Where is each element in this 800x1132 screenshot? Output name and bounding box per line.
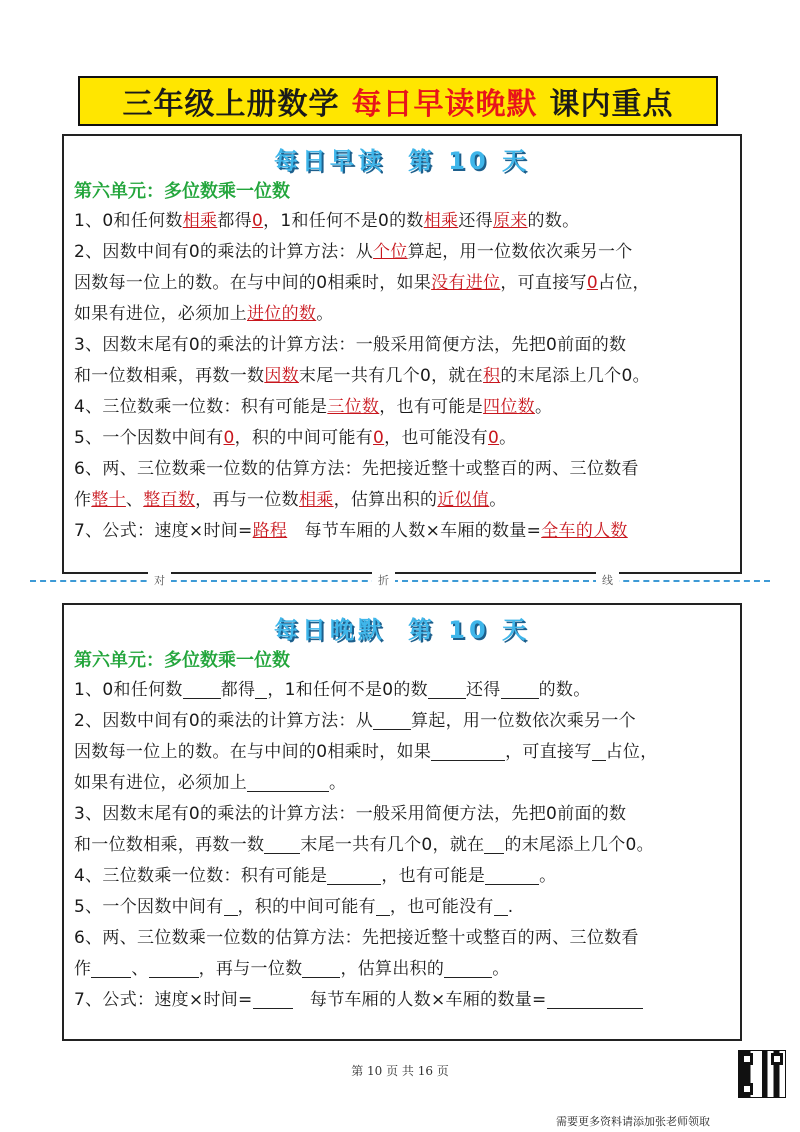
evening-unit-heading: 第六单元：多位数乘一位数 (74, 650, 290, 671)
text: ，也有可能是 (379, 397, 484, 417)
text: ，可直接写 (505, 742, 592, 762)
text: 因数每一位上的数。在与中间的0相乘时，如果 (74, 273, 432, 293)
answer: 近似值 (437, 490, 490, 510)
text: ，也可能没有 (384, 428, 488, 448)
qr-finder (741, 1083, 753, 1095)
answer: 三位数 (327, 397, 380, 417)
evening-day: 第 10 天 (407, 616, 531, 644)
text: 占位， (605, 742, 658, 762)
evening-title (72, 613, 732, 647)
answer: 0 (487, 428, 500, 448)
evening-line-11 (74, 985, 732, 1016)
answer: 相乘 (423, 211, 459, 231)
morning-line-10 (74, 485, 732, 516)
morning-line-8 (74, 423, 732, 454)
blank-line[interactable] (494, 895, 508, 916)
evening-line-6 (74, 830, 732, 861)
answer: 0 (586, 273, 598, 293)
answer: 因数 (264, 366, 299, 386)
text: 作 (74, 490, 92, 510)
evening-title-text: 每日晚默 (273, 616, 386, 644)
text: 。 (329, 773, 347, 793)
blank-line[interactable] (183, 678, 221, 699)
evening-recitation-panel (62, 603, 742, 1041)
morning-title-text: 每日早读 (273, 147, 386, 175)
text: ，再与一位数 (195, 490, 299, 510)
answer: 相乘 (298, 490, 334, 510)
answer: 0 (373, 428, 385, 448)
answer: 0 (251, 211, 264, 231)
morning-line-5: 3、因数末尾有0的乘法的计算方法：一般采用简便方法，先把0前面的数 (74, 335, 627, 355)
fold-label-3: 线 (596, 572, 619, 588)
morning-line-9: 6、两、三位数乘一位数的估算方法：先把接近整十或整百的两、三位数看 (74, 459, 639, 479)
text: 还得 (458, 211, 493, 231)
text: 和一位数相乘，再数一数 (74, 835, 265, 855)
page-number: 第 10 页 共 16 页 (351, 1064, 449, 1078)
fold-line (30, 574, 770, 596)
qr-finder (741, 1053, 753, 1065)
text: ，积的中间可能有 (237, 897, 376, 917)
evening-line-4 (74, 768, 732, 799)
blank-line[interactable] (428, 678, 466, 699)
morning-line-6 (74, 361, 732, 392)
blank-line[interactable] (485, 864, 539, 885)
text: 7、公式：速度×时间= (74, 521, 253, 541)
text: 如果有进位，必须加上 (74, 304, 247, 324)
text: 。 (492, 959, 510, 979)
blank-line[interactable] (444, 957, 492, 978)
evening-line-9: 6、两、三位数乘一位数的估算方法：先把接近整十或整百的两、三位数看 (74, 928, 639, 948)
morning-day: 第 10 天 (407, 147, 531, 175)
blank-line[interactable] (592, 740, 606, 761)
answer: 原来 (492, 211, 528, 231)
text: ，1和任何不是0的数 (267, 680, 428, 700)
text: 每节车厢的人数×车厢的数量= (287, 521, 542, 541)
text: ，再与一位数 (198, 959, 303, 979)
morning-line-1 (74, 206, 732, 237)
blank-line[interactable] (547, 988, 643, 1009)
text: . (507, 897, 514, 917)
answer: 相乘 (182, 211, 218, 231)
text: 的末尾添上几个0。 (504, 835, 654, 855)
text: 。 (489, 490, 507, 510)
text: 和一位数相乘，再数一数 (74, 366, 265, 386)
text: 末尾一共有几个0，就在 (298, 366, 484, 386)
text: ，1和任何不是0的数 (263, 211, 424, 231)
blank-line[interactable] (253, 988, 293, 1009)
text: ，可直接写 (500, 273, 587, 293)
blank-line[interactable] (373, 709, 411, 730)
answer: 没有进位 (431, 273, 501, 293)
evening-line-7 (74, 861, 732, 892)
blank-line[interactable] (224, 895, 238, 916)
text: ，也有可能是 (381, 866, 486, 886)
text: 占位， (597, 273, 650, 293)
text: 都得 (220, 680, 256, 700)
header-middle: 每日早读晚默 (351, 87, 538, 122)
text: 的数。 (527, 211, 580, 231)
header-left: 三年级上册数学 (122, 87, 340, 122)
morning-line-4 (74, 299, 732, 330)
contact-note: 需要更多资料请添加张老师领取 (556, 1115, 710, 1128)
blank-line[interactable] (264, 833, 300, 854)
blank-line[interactable] (255, 678, 267, 699)
header-banner (78, 76, 718, 126)
text: 5、一个因数中间有 (74, 428, 224, 448)
text: 2、因数中间有0的乘法的计算方法：从 (74, 711, 374, 731)
text: 还得 (465, 680, 501, 700)
morning-line-3 (74, 268, 732, 299)
text: 2、因数中间有0的乘法的计算方法：从 (74, 242, 374, 262)
morning-unit-heading: 第六单元：多位数乘一位数 (74, 181, 290, 202)
text: 如果有进位，必须加上 (74, 773, 247, 793)
blank-line[interactable] (149, 957, 199, 978)
header-right: 课内重点 (549, 87, 674, 122)
blank-line[interactable] (501, 678, 539, 699)
text: 、 (131, 959, 149, 979)
answer: 进位的数 (247, 304, 317, 324)
blank-line[interactable] (302, 957, 340, 978)
blank-line[interactable] (431, 740, 505, 761)
answer: 0 (223, 428, 235, 448)
text: 算起，用一位数依次乘另一个 (411, 711, 636, 731)
evening-line-8 (74, 892, 732, 923)
text: 1、0和任何数 (74, 680, 183, 700)
text: 因数每一位上的数。在与中间的0相乘时，如果 (74, 742, 432, 762)
answer: 四位数 (483, 397, 535, 417)
text: ，估算出积的 (340, 959, 445, 979)
morning-line-7 (74, 392, 732, 423)
text: 。 (316, 304, 334, 324)
fold-label-1: 对 (148, 572, 171, 588)
evening-line-10 (74, 954, 732, 985)
morning-reading-panel (62, 134, 742, 574)
fold-label-2: 折 (372, 572, 395, 588)
text: 每节车厢的人数×车厢的数量= (292, 990, 547, 1010)
text: 。 (539, 866, 557, 886)
text: 都得 (217, 211, 252, 231)
evening-line-5: 3、因数末尾有0的乘法的计算方法：一般采用简便方法，先把0前面的数 (74, 804, 627, 824)
morning-line-2 (74, 237, 732, 268)
morning-title (72, 144, 732, 178)
answer: 个位 (373, 242, 408, 262)
text: 7、公式：速度×时间= (74, 990, 253, 1010)
text: 、 (125, 490, 144, 510)
morning-line-11 (74, 516, 732, 547)
blank-line[interactable] (376, 895, 390, 916)
blank-line[interactable] (484, 833, 504, 854)
answer: 整百数 (143, 490, 196, 510)
answer: 积 (483, 366, 501, 386)
text: 作 (74, 959, 92, 979)
text: ，积的中间可能有 (234, 428, 374, 448)
text: ，估算出积的 (333, 490, 438, 510)
text: 的末尾添上几个0。 (500, 366, 650, 386)
text: 4、三位数乘一位数：积有可能是 (74, 866, 328, 886)
blank-line[interactable] (327, 864, 381, 885)
text: 的数。 (538, 680, 591, 700)
evening-line-2 (74, 706, 732, 737)
text: 5、一个因数中间有 (74, 897, 224, 917)
text: 4、三位数乘一位数：积有可能是 (74, 397, 328, 417)
text: 1、0和任何数 (74, 211, 183, 231)
text: 末尾一共有几个0，就在 (300, 835, 485, 855)
qr-finder (771, 1053, 783, 1065)
blank-line[interactable] (247, 771, 329, 792)
evening-line-3 (74, 737, 732, 768)
answer: 整十 (91, 490, 126, 510)
text: ，也可能没有 (389, 897, 494, 917)
answer: 全车的人数 (541, 521, 628, 541)
text: 算起，用一位数依次乘另一个 (407, 242, 633, 262)
text: 。 (499, 428, 517, 448)
qr-code-icon[interactable] (738, 1050, 786, 1098)
evening-line-1 (74, 675, 732, 706)
blank-line[interactable] (91, 957, 131, 978)
answer: 路程 (252, 521, 288, 541)
text: 。 (534, 397, 553, 417)
